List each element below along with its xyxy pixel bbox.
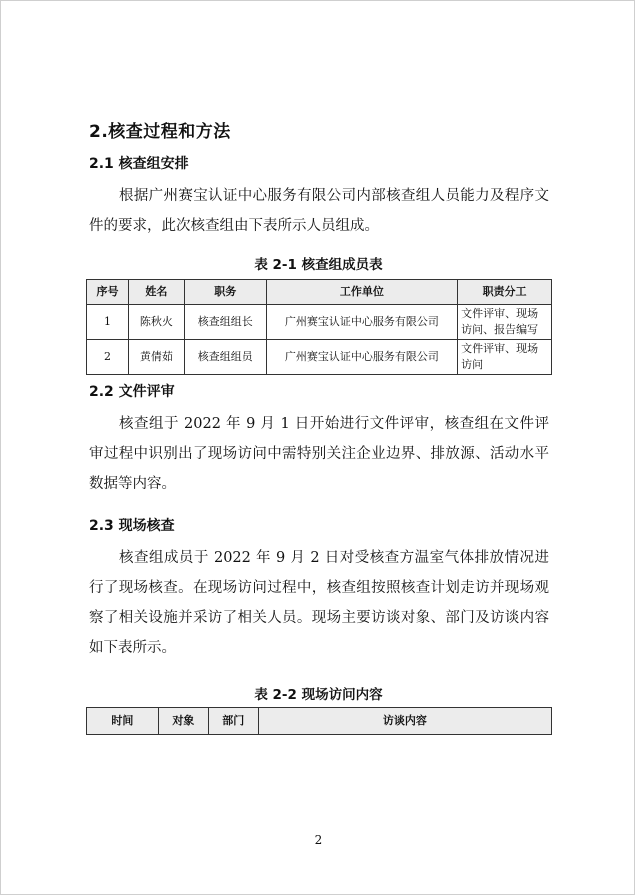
header-cell: 序号 [87, 280, 129, 305]
header-cell: 职务 [184, 280, 266, 305]
section-heading-2-3: 2.3 现场核查 [89, 518, 175, 534]
cell-name: 陈秋火 [128, 305, 184, 340]
header-cell: 部门 [208, 708, 258, 735]
cell-organization: 广州赛宝认证中心服务有限公司 [266, 340, 458, 375]
cell-duties: 文件评审、现场访问、报告编写 [458, 305, 552, 340]
cell-number: 1 [87, 305, 129, 340]
header-cell: 时间 [87, 708, 159, 735]
page-number: 2 [314, 833, 323, 847]
cell-duties: 文件评审、现场访问 [458, 340, 552, 375]
site-visit-table [86, 707, 552, 735]
cell-organization: 广州赛宝认证中心服务有限公司 [266, 305, 458, 340]
header-cell: 访谈内容 [258, 708, 551, 735]
paragraph-2-3: 核查组成员于 2022 年 9 月 2 日对受核查方温室气体排放情况进行了现场核查。在现场访问过程中，核查组按照核查计划走访并现场观察了相关设施并采访了相关人员。现场主要访谈对象、部门及访谈内容如下表所示。 [89, 550, 549, 656]
section-heading-2-2: 2.2 文件评审 [89, 384, 175, 400]
cell-position: 核查组组长 [184, 305, 266, 340]
paragraph-2-1: 根据广州赛宝认证中心服务有限公司内部核查组人员能力及程序文件的要求，此次核查组由下表所示人员组成。 [89, 188, 549, 234]
table-header-row [87, 708, 552, 735]
header-cell: 工作单位 [266, 280, 458, 305]
table-2-2-caption: 表 2-2 现场访问内容 [254, 687, 383, 703]
section-heading-2-1: 2.1 核查组安排 [89, 156, 189, 172]
header-cell: 职责分工 [458, 280, 552, 305]
header-cell: 姓名 [128, 280, 184, 305]
table-2-1-caption: 表 2-1 核查组成员表 [254, 257, 383, 273]
team-members-table [86, 279, 552, 375]
cell-name: 黄倩茹 [128, 340, 184, 375]
table-row [87, 305, 552, 340]
section-heading-2: 2.核查过程和方法 [89, 122, 231, 142]
paragraph-2-2: 核查组于 2022 年 9 月 1 日开始进行文件评审，核查组在文件评审过程中识别出了现场访问中需特别关注企业边界、排放源、活动水平数据等内容。 [89, 416, 549, 492]
table-header-row [87, 280, 552, 305]
header-cell: 对象 [158, 708, 208, 735]
cell-number: 2 [87, 340, 129, 375]
cell-position: 核查组组员 [184, 340, 266, 375]
table-row [87, 340, 552, 375]
